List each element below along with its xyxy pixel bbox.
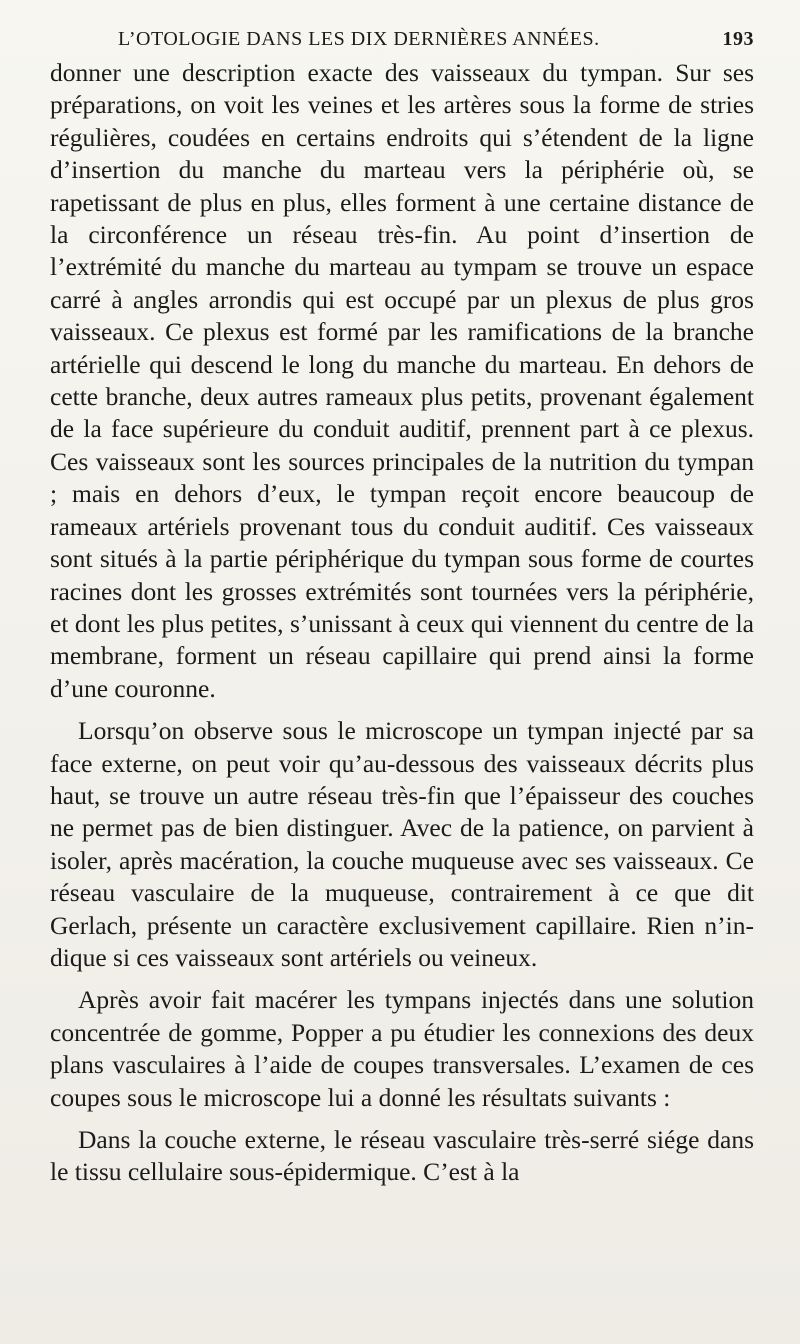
running-head (118, 28, 754, 51)
paragraph: Après avoir fait macérer les tympans injectés dans une solution concentrée de gomme, Popper a pu étudier les connexions des deux plans vasculaires à l’aide de coupes transversales. L’examen de ces coupes sous le microscope lui a donné les résultats suivants : (50, 985, 754, 1112)
paragraph-continued: donner une description exacte des vaisseaux du tympan. Sur ses préparations, on voit les veines et les artères sous la forme de stries régulières, coudées en certains endroits qui s’étendent de la ligne d’insertion du manche du marteau vers la périphérie où, se rapetissant de plus en plus, elles forment à une certaine distance de la circonférence un réseau très-fin. Au point d’insertion de l’extrémité du manche du marteau au tympam se trouve un espace carré à angles arrondis qui est occupé par un plexus de plus gros vaisseaux. Ce plexus est formé par les ramifications de la branche artérielle qui descend le long du manche du marteau. En dehors de cette branche, deux autres rameaux plus petits, provenant également de la face supérieure du conduit auditif, prennent part à ce plexus. Ces vaisseaux sont les sources principales de la nutrition du tympan ; mais en dehors d’eux, le tympan reçoit encore beaucoup de rameaux artériels provenant tous du conduit auditif. Ces vaisseaux sont situés à la partie périphérique du tympan sous forme de courtes racines dont les grosses extrémités sont tournées vers la périphérie, et dont les plus petites, s’unissant à ceux qui viennent du centre de la membrane, forment un réseau capillaire qui prend ainsi la forme d’une couronne. (50, 58, 754, 703)
running-head-title: L’OTOLOGIE DANS LES DIX DERNIÈRES ANNÉES. (118, 28, 600, 50)
paragraph: Lorsqu’on observe sous le microscope un tympan injecté par sa face externe, on peut voir qu’au-dessous des vaisseaux décrits plus haut, se trouve un autre réseau très-fin que l’épaisseur des couches ne permet pas de bien distinguer. Avec de la patience, on parvient à isoler, après macération, la couche muqueuse avec ses vaisseaux. Ce réseau vasculaire de la muqueuse, contrairement à ce que dit Gerlach, présente un caractère exclusivement capillaire. Rien n’indique si ces vaisseaux sont artériels ou veineux. (50, 716, 754, 972)
page-number: 193 (722, 28, 754, 50)
paragraph: Dans la couche externe, le réseau vasculaire très-serré siége dans le tissu cellulaire sous-épidermique. C’est à la (50, 1125, 754, 1187)
body-text (50, 57, 754, 1189)
